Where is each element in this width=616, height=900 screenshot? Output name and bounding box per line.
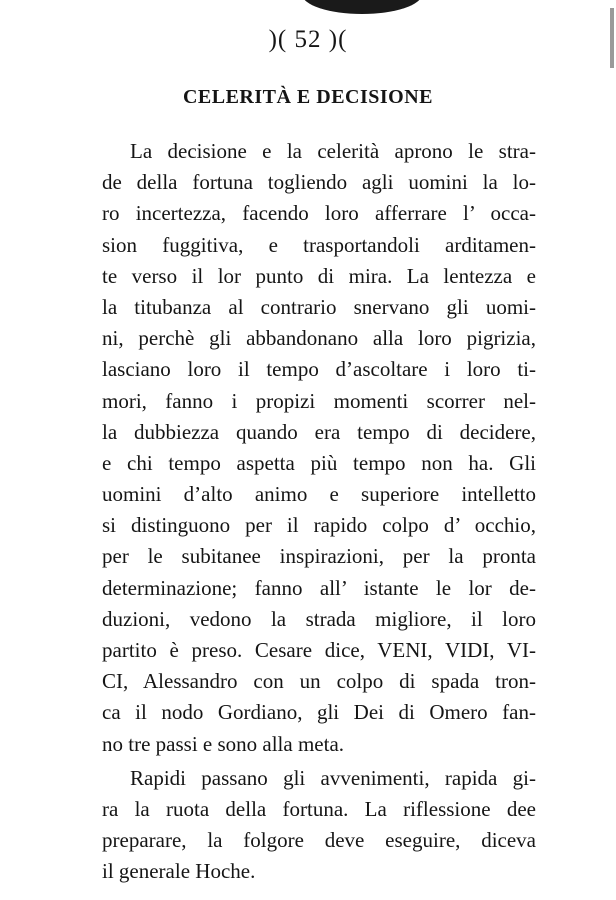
text-line: il generale Hoche. [102, 859, 256, 884]
text-line: sion fuggitiva, e trasportandoli arditamen- [102, 232, 536, 257]
text-line: la dubbiezza quando era tempo di decidere, [102, 419, 536, 444]
text-line: ni, perchè gli abbandonano alla loro pigrizia, [102, 326, 536, 351]
text-line: ro incertezza, facendo loro afferrare l’ occa- [102, 201, 536, 226]
text-line: e chi tempo aspetta più tempo non ha. Gli [102, 450, 536, 475]
text-line: partito è preso. Cesare dice, VENI, VIDI, VI- [102, 638, 536, 662]
paragraph-1 [102, 136, 536, 760]
body-text [102, 136, 536, 888]
text-line: la titubanza al contrario snervano gli uomi- [102, 294, 536, 319]
text-line: mori, fanno i propizi momenti scorrer nel- [102, 388, 536, 413]
text-line: te verso il lor punto di mira. La lentezza e [102, 263, 536, 288]
text-line: ra la ruota della fortuna. La riflessione dee [102, 796, 536, 821]
text-line: preparare, la folgore deve eseguire, diceva [102, 828, 536, 853]
text-line: no tre passi e sono alla meta. [102, 731, 345, 756]
page-number: )( 52 )( [268, 26, 348, 53]
text-line: si distinguono per il rapido colpo d’ occhio, [102, 513, 536, 538]
text-line: duzioni, vedono la strada migliore, il loro [102, 606, 536, 631]
text-line: La decisione e la celerità aprono le stra- [130, 139, 536, 163]
text-line: per le subitanee inspirazioni, per la pronta [102, 544, 536, 569]
text-line: Rapidi passano gli avvenimenti, rapida gi- [130, 765, 536, 790]
text-line: ca il nodo Gordiano, gli Dei di Omero fan- [102, 700, 536, 725]
chapter-title: CELERITÀ E DECISIONE [182, 86, 434, 108]
text-line: CI, Alessandro con un colpo di spada tron- [102, 669, 536, 694]
paragraph-2 [102, 763, 536, 888]
text-line: determinazione; fanno all’ istante le lor de- [102, 575, 536, 600]
text-line: de della fortuna togliendo agli uomini la lo- [102, 170, 536, 195]
text-line: lasciano loro il tempo d’ascoltare i loro ti- [102, 357, 536, 382]
ink-blot [302, 0, 422, 14]
text-line: uomini d’alto animo e superiore intelletto [102, 482, 536, 507]
